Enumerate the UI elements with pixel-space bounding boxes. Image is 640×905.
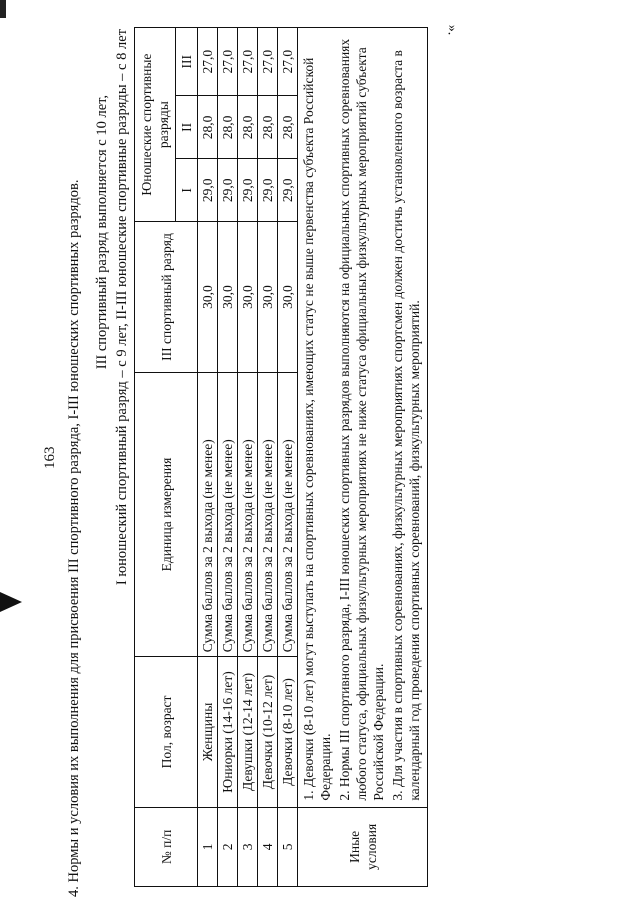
row-youth-iii-value: 27,0 xyxy=(218,28,238,96)
section-heading: 4. Нормы и условия их выполнения для присвоения III спортивного разряда, I-III юношеских спортивных разрядов. xyxy=(66,179,82,897)
table-row xyxy=(218,28,238,887)
age-note-line-2: I юношеский спортивный разряд – с 9 лет, II-III юношеские спортивные разряды – с 8 лет xyxy=(114,29,130,586)
row-youth-iii-value: 27,0 xyxy=(198,28,218,96)
row-group: Женщины xyxy=(198,657,218,807)
header-iii-rank: III спортивный разряд xyxy=(135,222,198,372)
row-youth-iii-value: 27,0 xyxy=(278,28,298,96)
header-number: № п/п xyxy=(135,807,198,886)
norms-table xyxy=(134,27,428,887)
row-unit: Сумма баллов за 2 выхода (не менее) xyxy=(218,372,238,657)
other-conditions-label: Иные условия xyxy=(298,807,428,886)
row-youth-ii-value: 28,0 xyxy=(278,96,298,159)
table-row xyxy=(278,28,298,887)
row-youth-ii-value: 28,0 xyxy=(218,96,238,159)
row-youth-i-value: 29,0 xyxy=(218,159,238,222)
page-number: 163 xyxy=(42,446,58,469)
header-youth-i: I xyxy=(175,159,197,222)
row-youth-ii-value: 28,0 xyxy=(198,96,218,159)
row-group: Девочки (8-10 лет) xyxy=(278,657,298,807)
row-iii-value: 30,0 xyxy=(198,222,218,372)
row-youth-i-value: 29,0 xyxy=(238,159,258,222)
row-number: 5 xyxy=(278,807,298,886)
row-iii-value: 30,0 xyxy=(218,222,238,372)
row-number: 2 xyxy=(218,807,238,886)
row-iii-value: 30,0 xyxy=(238,222,258,372)
row-unit: Сумма баллов за 2 выхода (не менее) xyxy=(258,372,278,657)
table-row xyxy=(258,28,278,887)
row-unit: Сумма баллов за 2 выхода (не менее) xyxy=(278,372,298,657)
header-unit: Единица измерения xyxy=(135,372,198,657)
age-note-line-1: III спортивный разряд выполняется с 10 лет, xyxy=(94,95,110,370)
row-youth-ii-value: 28,0 xyxy=(238,96,258,159)
row-group: Девушки (12-14 лет) xyxy=(238,657,258,807)
table-row xyxy=(238,28,258,887)
row-number: 1 xyxy=(198,807,218,886)
row-unit: Сумма баллов за 2 выхода (не менее) xyxy=(238,372,258,657)
row-youth-iii-value: 27,0 xyxy=(238,28,258,96)
row-youth-iii-value: 27,0 xyxy=(258,28,278,96)
row-youth-i-value: 29,0 xyxy=(278,159,298,222)
other-conditions xyxy=(298,28,428,808)
condition-item: 1. Девочки (8-10 лет) могут выступать на спортивных соревнованиях, имеющих статус не выше первенства субъекта Российской Федерации. xyxy=(301,57,333,801)
header-youth-iii: III xyxy=(175,28,197,96)
row-number: 4 xyxy=(258,807,278,886)
condition-item: 2. Нормы III спортивного разряда, I-III юношеских спортивных разрядов выполняются на официальных спортивных соревнованиях любого статуса, официальных физкультурных мероприятиях не ниже статуса официальных физкультурных мероприятий субъекта Российской Федерации. xyxy=(337,38,386,801)
row-youth-ii-value: 28,0 xyxy=(258,96,278,159)
header-sex-age: Пол, возраст xyxy=(135,657,198,807)
row-group: Девочки (10-12 лет) xyxy=(258,657,278,807)
row-number: 3 xyxy=(238,807,258,886)
row-unit: Сумма баллов за 2 выхода (не менее) xyxy=(198,372,218,657)
row-youth-i-value: 29,0 xyxy=(258,159,278,222)
row-iii-value: 30,0 xyxy=(278,222,298,372)
row-group: Юниорки (14-16 лет) xyxy=(218,657,238,807)
closing-quote: ». xyxy=(444,24,460,36)
table-row xyxy=(198,28,218,887)
row-iii-value: 30,0 xyxy=(258,222,278,372)
row-youth-i-value: 29,0 xyxy=(198,159,218,222)
condition-item: 3. Для участия в спортивных соревнованиях, физкультурных мероприятиях спортсмен должен достичь установленного возраста в календарный год проведения спортивных соревнований, физкультурных мероприятий. xyxy=(390,50,422,801)
header-youth-ranks: Юношеские спортивные разряды xyxy=(135,28,176,222)
header-youth-ii: II xyxy=(175,96,197,159)
